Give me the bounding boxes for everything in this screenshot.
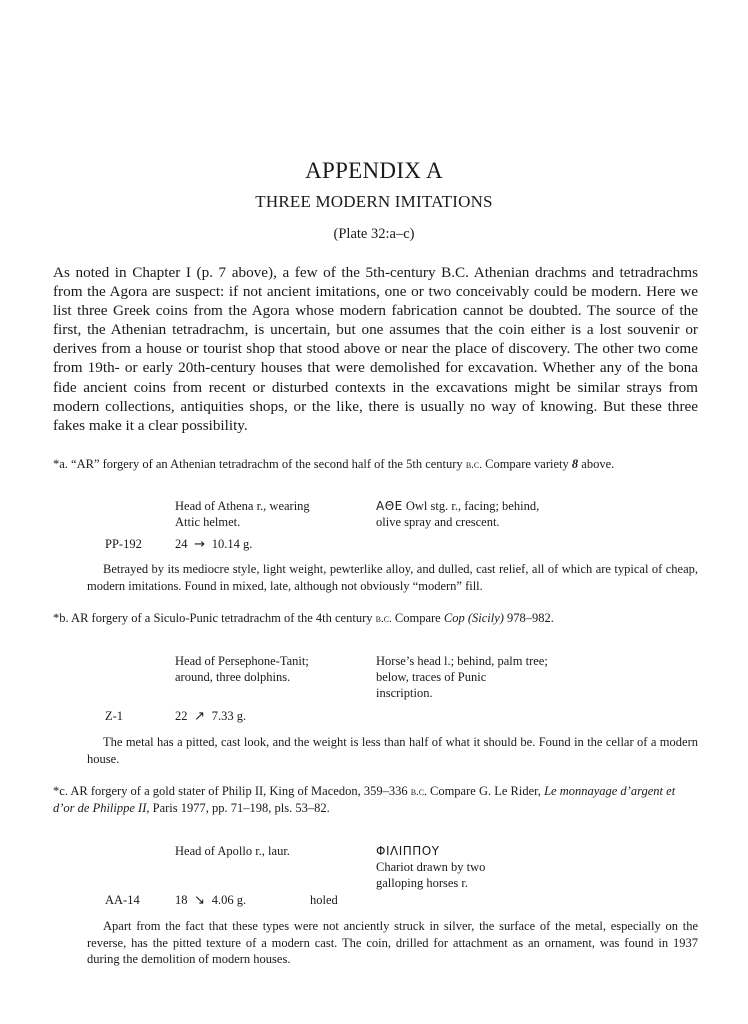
entry-c-legend: ΦΙΛΙΠΠΟΥ <box>376 844 440 858</box>
axis-arrow-icon: ↘ <box>194 893 206 908</box>
entry-a-metrics: 24 → 10.14 g. <box>175 537 253 552</box>
axis-arrow-icon: ↗ <box>194 709 206 724</box>
page-title: APPENDIX A <box>305 158 443 183</box>
entry-c-metrics: 18 ↘ 4.06 g. <box>175 893 247 908</box>
intro-paragraph: As noted in Chapter I (p. 7 above), a few of the 5th-century B.C. Athenian drachms and tetradrachms from the Agora are suspect: if not ancient imitations, one or two conceivably could be modern. Here we list three Greek coins from the Agora whose modern fabrication cannot be doubted. The source of the first, the Athenian tetradrachm, is uncertain, but one assumes that the coin either is a lost souvenir or derives from a house or tourist shop that stood above or near the place of discovery. The other two come from 19th- or early 20th-century houses that were demolished for excavation. Whether any of the bona fide ancient coins from recent or disturbed contexts in the excavations might be similar strays from modern collections, antiquities shops, or the like, there is usually no way of knowing. But these three fakes make it a clear possibility. <box>53 264 698 434</box>
page-subtitle: THREE MODERN IMITATIONS <box>255 192 493 211</box>
entry-a-inventory: PP-192 <box>105 537 142 551</box>
entry-c-inventory: AA-14 <box>105 893 140 907</box>
entry-b-note: The metal has a pitted, cast look, and the weight is less than half of what it should be. Found in the cellar of a modern house. <box>87 735 698 766</box>
entry-c-note: Apart from the fact that these types were not anciently struck in silver, the surface of the metal, especially on the reverse, has the pitted texture of a modern cast. The coin, drilled for attachment as an ornament, was found in 1937 during the demolition of modern houses. <box>87 919 698 966</box>
entry-a-obverse: Head of Athena r., wearing Attic helmet. <box>175 499 310 529</box>
entry-b-inventory: Z-1 <box>105 709 124 723</box>
entry-a-reverse: ΑΘΕ Owl stg. r., facing; behind, olive spray and crescent. <box>376 499 540 529</box>
entry-c-obverse: Head of Apollo r., laur. <box>175 844 290 858</box>
entry-a-note: Betrayed by its mediocre style, light weight, pewterlike alloy, and dulled, cast relief, all of which are typical of cheap, modern imitations. Found in mixed, late, although not obviously “modern” fill. <box>87 562 698 593</box>
entry-c-reverse: ΦΙΛΙΠΠΟΥ Chariot drawn by two galloping horses r. <box>376 844 486 890</box>
entry-c-extra: holed <box>310 893 338 907</box>
entry-c-heading: *c. AR forgery of a gold stater of Philip II, King of Macedon, 359–336 b.c. Compare G. Le Rider, Le monnayage d’argent et d’or de Philippe II, Paris 1977, pp. 71–198, pls. 53–82. <box>53 784 676 815</box>
entry-b-reverse: Horse’s head l.; behind, palm tree; below, traces of Punic inscription. <box>376 654 548 700</box>
entry-b-metrics: 22 ↗ 7.33 g. <box>175 709 247 724</box>
entry-a-legend: ΑΘΕ <box>376 499 403 513</box>
plate-reference: (Plate 32:a–c) <box>333 226 415 242</box>
entry-b-heading: *b. AR forgery of a Siculo-Punic tetradrachm of the 4th century b.c. Compare Cop (Sicily) 978–982. <box>53 611 554 625</box>
entry-a-heading: *a. “AR” forgery of an Athenian tetradrachm of the second half of the 5th century b.c. Compare variety 8 above. <box>53 457 615 471</box>
axis-arrow-icon: → <box>194 537 206 552</box>
entry-b-obverse: Head of Persephone-Tanit; around, three dolphins. <box>175 654 309 684</box>
